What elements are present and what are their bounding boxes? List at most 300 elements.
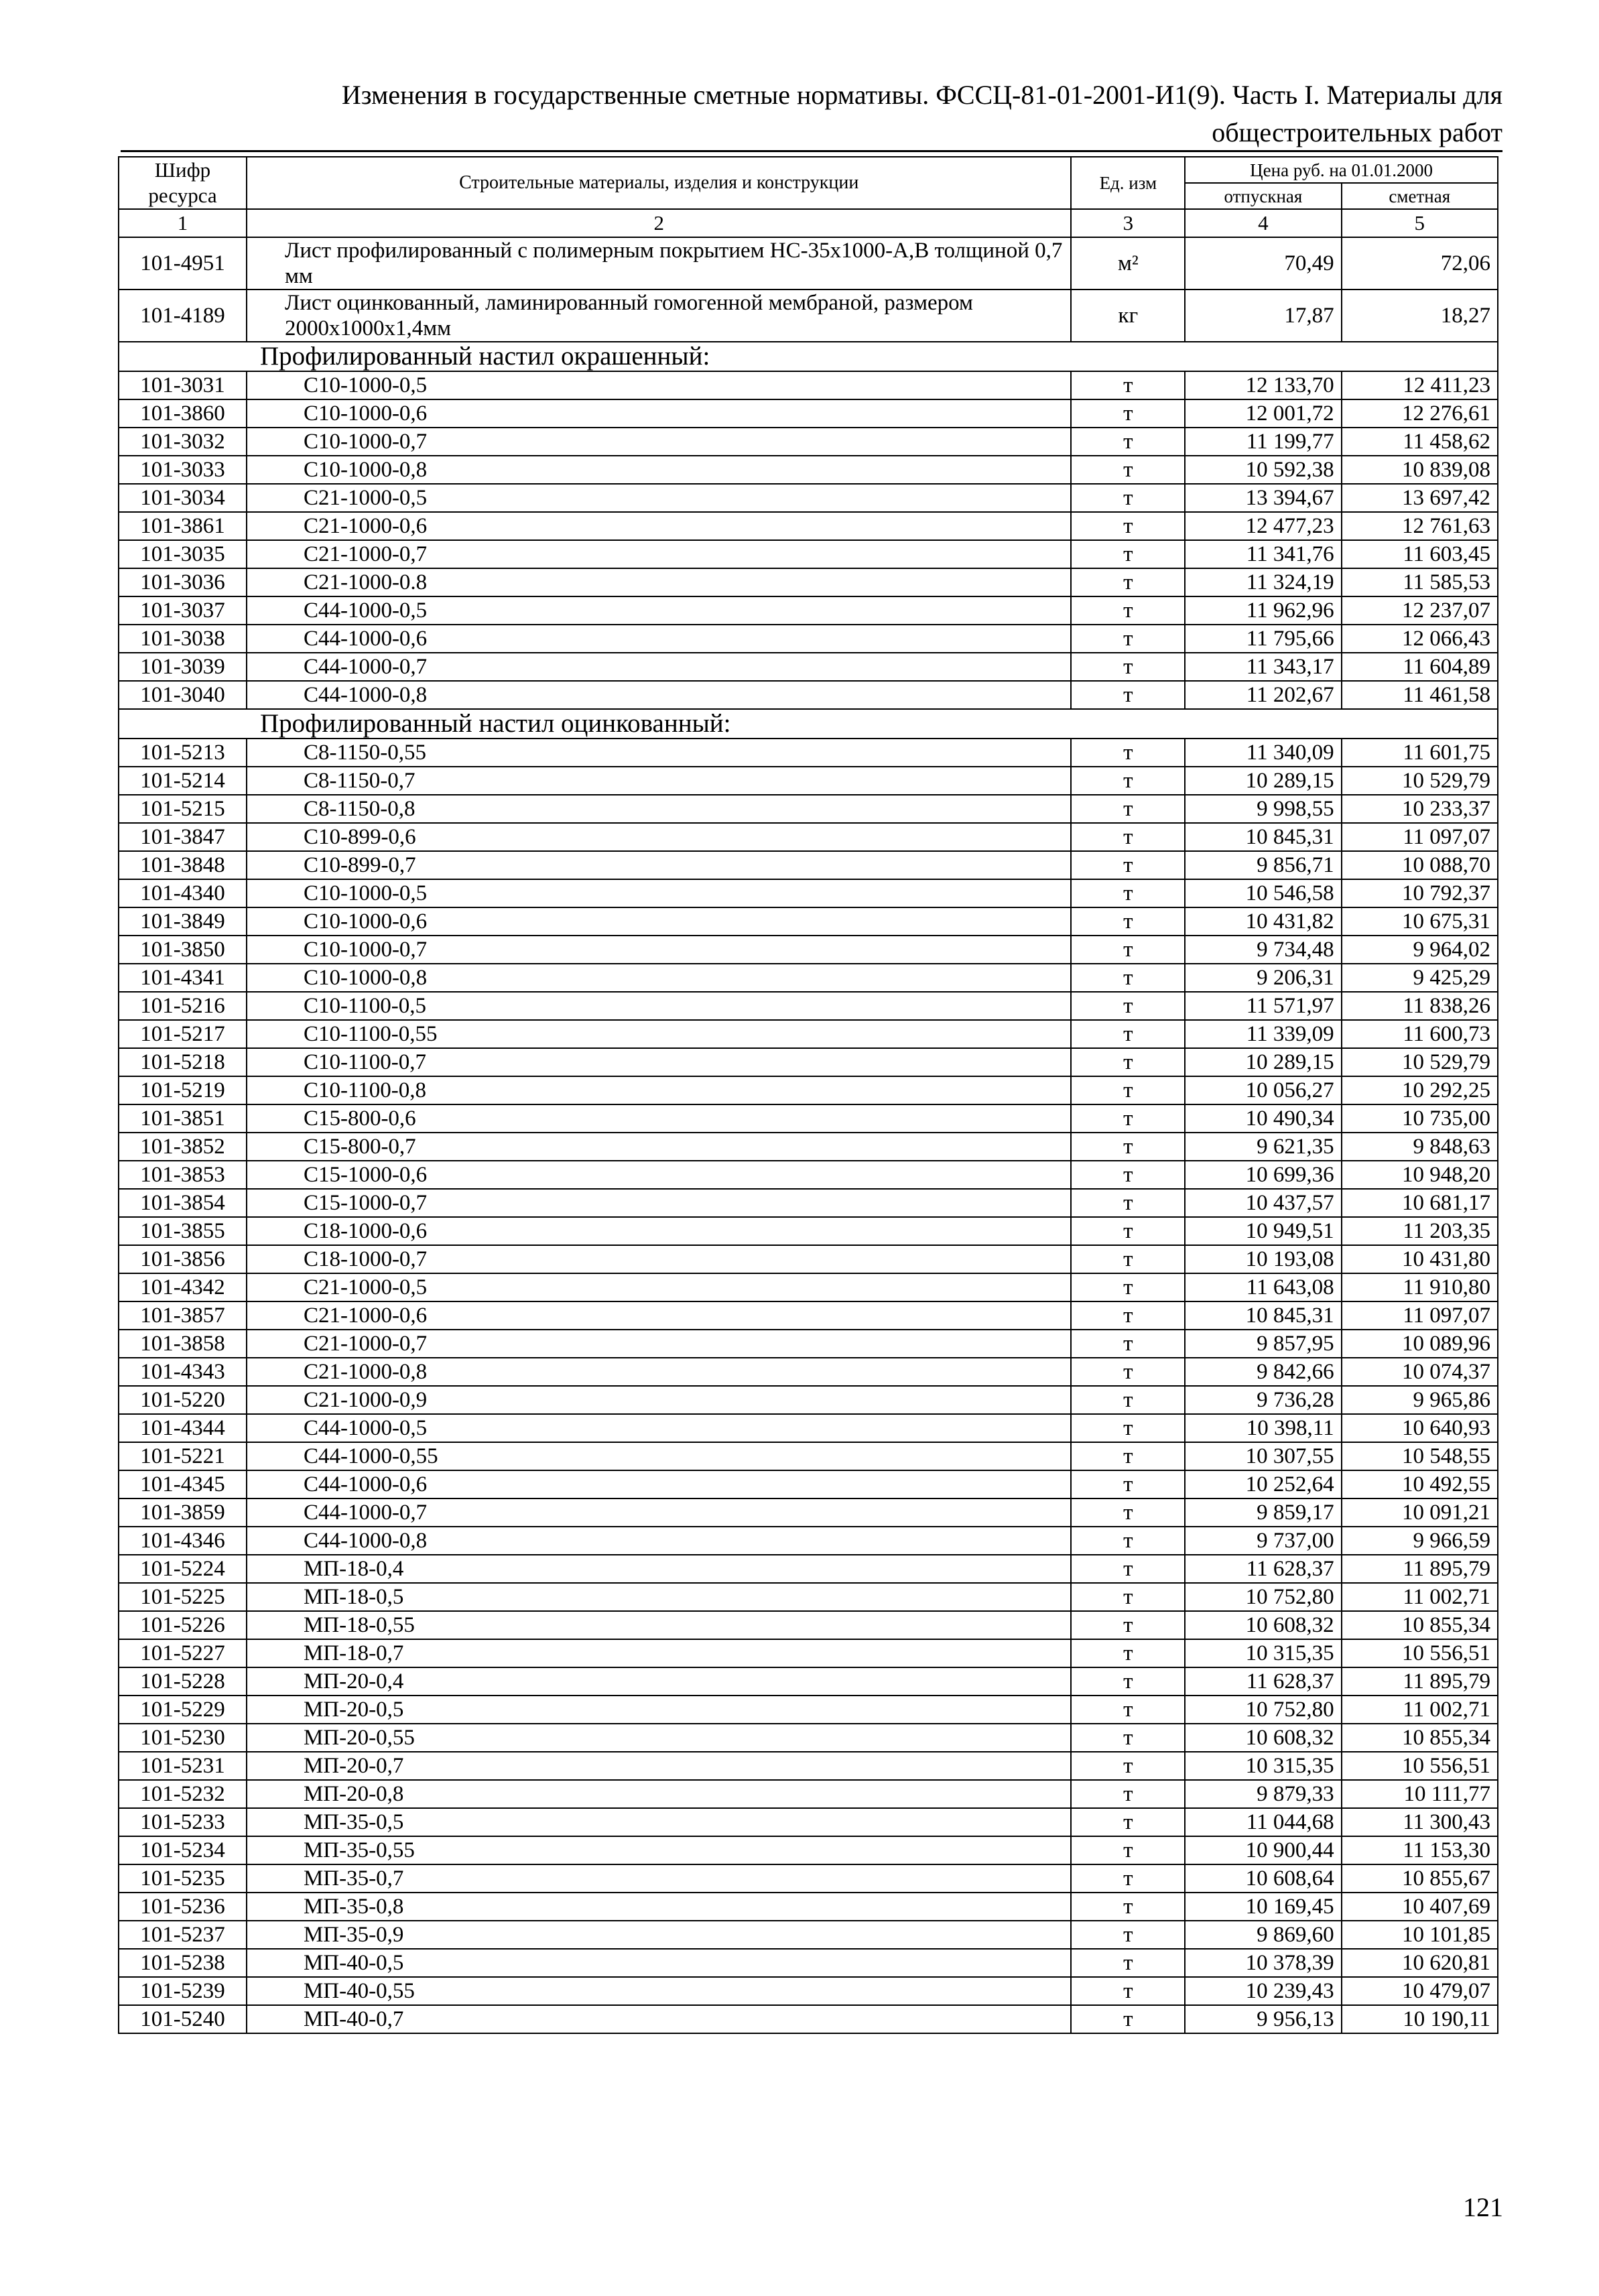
- table-row: [119, 907, 1498, 936]
- material-name: С10-1000-0,7: [247, 936, 1072, 964]
- estimate-price: 10 839,08: [1342, 456, 1498, 484]
- estimate-price: 10 529,79: [1342, 767, 1498, 795]
- estimate-price: 11 458,62: [1342, 428, 1498, 456]
- unit: т: [1071, 1273, 1185, 1301]
- material-name: С10-1000-0,7: [247, 428, 1072, 456]
- release-price: 9 856,71: [1185, 851, 1341, 879]
- estimate-price: 10 101,85: [1342, 1921, 1498, 1949]
- estimate-price: 11 002,71: [1342, 1583, 1498, 1611]
- section-title: Профилированный настил окрашенный:: [119, 342, 1498, 371]
- table-row: [119, 1498, 1498, 1527]
- section-heading-row: [119, 709, 1498, 739]
- estimate-price: 9 965,86: [1342, 1386, 1498, 1414]
- estimate-price: 11 097,07: [1342, 1301, 1498, 1330]
- material-name: С18-1000-0,6: [247, 1217, 1072, 1245]
- estimate-price: 12 761,63: [1342, 512, 1498, 540]
- release-price: 11 202,67: [1185, 681, 1341, 709]
- table-row: [119, 512, 1498, 540]
- release-price: 10 378,39: [1185, 1949, 1341, 1977]
- material-name: Лист профилированный с полимерным покрытием НС-35х1000-А,В толщиной 0,7 мм: [247, 237, 1072, 290]
- estimate-price: 11 601,75: [1342, 739, 1498, 767]
- header-unit: Ед. изм: [1071, 157, 1185, 209]
- table-row: [119, 739, 1498, 767]
- unit: т: [1071, 992, 1185, 1020]
- table-row: [119, 237, 1498, 290]
- material-name: МП-35-0,7: [247, 1864, 1072, 1893]
- table-header: [119, 157, 1498, 237]
- unit: т: [1071, 653, 1185, 681]
- release-price: 10 546,58: [1185, 879, 1341, 907]
- material-name: С21-1000-0,5: [247, 484, 1072, 512]
- unit: т: [1071, 1808, 1185, 1836]
- resource-code: 101-5231: [119, 1752, 247, 1780]
- resource-code: 101-3847: [119, 823, 247, 851]
- table-row: [119, 1977, 1498, 2005]
- unit: т: [1071, 1752, 1185, 1780]
- resource-code: 101-4951: [119, 237, 247, 290]
- table-row: [119, 1470, 1498, 1498]
- estimate-price: 11 603,45: [1342, 540, 1498, 568]
- estimate-price: 9 966,59: [1342, 1527, 1498, 1555]
- release-price: 11 795,66: [1185, 625, 1341, 653]
- table-row: [119, 1330, 1498, 1358]
- resource-code: 101-5227: [119, 1639, 247, 1667]
- unit: т: [1071, 512, 1185, 540]
- resource-code: 101-5220: [119, 1386, 247, 1414]
- estimate-price: 10 855,67: [1342, 1864, 1498, 1893]
- resource-code: 101-3034: [119, 484, 247, 512]
- unit: т: [1071, 1527, 1185, 1555]
- estimate-price: 10 479,07: [1342, 1977, 1498, 2005]
- unit: т: [1071, 1696, 1185, 1724]
- estimate-price: 11 910,80: [1342, 1273, 1498, 1301]
- resource-code: 101-5240: [119, 2005, 247, 2033]
- table-row: [119, 456, 1498, 484]
- table-body: [119, 237, 1498, 2033]
- resource-code: 101-3855: [119, 1217, 247, 1245]
- resource-code: 101-3037: [119, 596, 247, 625]
- table-row: [119, 1639, 1498, 1667]
- release-price: 12 001,72: [1185, 399, 1341, 428]
- estimate-price: 10 292,25: [1342, 1076, 1498, 1104]
- release-price: 10 239,43: [1185, 1977, 1341, 2005]
- table-row: [119, 681, 1498, 709]
- resource-code: 101-4189: [119, 290, 247, 342]
- unit: т: [1071, 1020, 1185, 1048]
- header-name: Строительные материалы, изделия и конструкции: [247, 157, 1072, 209]
- release-price: 10 608,32: [1185, 1724, 1341, 1752]
- resource-code: 101-3851: [119, 1104, 247, 1133]
- unit: т: [1071, 1414, 1185, 1442]
- resource-code: 101-3035: [119, 540, 247, 568]
- document-title: Изменения в государственные сметные нормативы. ФССЦ-81-01-2001-И1(9). Часть I. Материалы для: [341, 80, 1502, 110]
- unit: т: [1071, 1949, 1185, 1977]
- material-name: С44-1000-0,6: [247, 1470, 1072, 1498]
- release-price: 11 199,77: [1185, 428, 1341, 456]
- estimate-price: 11 153,30: [1342, 1836, 1498, 1864]
- unit: т: [1071, 739, 1185, 767]
- release-price: 10 752,80: [1185, 1696, 1341, 1724]
- table-row: [119, 1667, 1498, 1696]
- resource-code: 101-5232: [119, 1780, 247, 1808]
- resource-code: 101-5218: [119, 1048, 247, 1076]
- unit: т: [1071, 540, 1185, 568]
- resource-code: 101-3850: [119, 936, 247, 964]
- release-price: 11 044,68: [1185, 1808, 1341, 1836]
- material-name: С8-1150-0,8: [247, 795, 1072, 823]
- release-price: 10 608,32: [1185, 1611, 1341, 1639]
- unit: м²: [1071, 237, 1185, 290]
- release-price: 11 628,37: [1185, 1667, 1341, 1696]
- release-price: 10 752,80: [1185, 1583, 1341, 1611]
- table-row: [119, 823, 1498, 851]
- unit: т: [1071, 1864, 1185, 1893]
- material-name: МП-20-0,8: [247, 1780, 1072, 1808]
- material-name: С21-1000-0.8: [247, 568, 1072, 596]
- estimate-price: 10 556,51: [1342, 1639, 1498, 1667]
- material-name: МП-20-0,55: [247, 1724, 1072, 1752]
- estimate-price: 12 411,23: [1342, 371, 1498, 399]
- resource-code: 101-4344: [119, 1414, 247, 1442]
- table-row: [119, 1555, 1498, 1583]
- resource-code: 101-5234: [119, 1836, 247, 1864]
- material-name: С44-1000-0,7: [247, 653, 1072, 681]
- table-row: [119, 1864, 1498, 1893]
- material-name: С44-1000-0,7: [247, 1498, 1072, 1527]
- header-price: Цена руб. на 01.01.2000: [1185, 157, 1498, 183]
- release-price: 10 845,31: [1185, 823, 1341, 851]
- release-price: 9 842,66: [1185, 1358, 1341, 1386]
- release-price: 10 699,36: [1185, 1161, 1341, 1189]
- unit: т: [1071, 1893, 1185, 1921]
- unit: т: [1071, 1133, 1185, 1161]
- estimate-price: 11 002,71: [1342, 1696, 1498, 1724]
- material-name: С21-1000-0,9: [247, 1386, 1072, 1414]
- material-name: МП-20-0,5: [247, 1696, 1072, 1724]
- unit: т: [1071, 1724, 1185, 1752]
- unit: т: [1071, 1498, 1185, 1527]
- unit: т: [1071, 851, 1185, 879]
- estimate-price: 10 492,55: [1342, 1470, 1498, 1498]
- column-number: 4: [1185, 209, 1341, 237]
- estimate-price: 11 300,43: [1342, 1808, 1498, 1836]
- estimate-price: 10 431,80: [1342, 1245, 1498, 1273]
- material-name: МП-35-0,8: [247, 1893, 1072, 1921]
- table-row: [119, 1048, 1498, 1076]
- column-number: 3: [1071, 209, 1185, 237]
- column-number-row: [119, 209, 1498, 237]
- material-name: С10-1000-0,6: [247, 907, 1072, 936]
- resource-code: 101-5224: [119, 1555, 247, 1583]
- material-name: С10-1000-0,6: [247, 399, 1072, 428]
- estimate-price: 10 675,31: [1342, 907, 1498, 936]
- table-row: [119, 1217, 1498, 1245]
- material-name: С21-1000-0,7: [247, 1330, 1072, 1358]
- release-price: 13 394,67: [1185, 484, 1341, 512]
- release-price: 11 339,09: [1185, 1020, 1341, 1048]
- resource-code: 101-5213: [119, 739, 247, 767]
- estimate-price: 10 792,37: [1342, 879, 1498, 907]
- release-price: 10 252,64: [1185, 1470, 1341, 1498]
- release-price: 12 477,23: [1185, 512, 1341, 540]
- material-name: С10-1000-0,5: [247, 879, 1072, 907]
- unit: т: [1071, 428, 1185, 456]
- estimate-price: 11 585,53: [1342, 568, 1498, 596]
- estimate-price: 9 964,02: [1342, 936, 1498, 964]
- release-price: 9 621,35: [1185, 1133, 1341, 1161]
- table-row: [119, 1414, 1498, 1442]
- material-name: С10-899-0,7: [247, 851, 1072, 879]
- table-row: [119, 568, 1498, 596]
- header-code: Шифр ресурса: [119, 157, 247, 209]
- material-name: С15-800-0,6: [247, 1104, 1072, 1133]
- section-title: Профилированный настил оцинкованный:: [119, 709, 1498, 739]
- table-row: [119, 290, 1498, 342]
- estimate-price: 10 640,93: [1342, 1414, 1498, 1442]
- resource-code: 101-4343: [119, 1358, 247, 1386]
- estimate-price: 10 948,20: [1342, 1161, 1498, 1189]
- table-row: [119, 964, 1498, 992]
- table-row: [119, 1836, 1498, 1864]
- estimate-price: 10 735,00: [1342, 1104, 1498, 1133]
- table-row: [119, 596, 1498, 625]
- resource-code: 101-3854: [119, 1189, 247, 1217]
- estimate-price: 10 556,51: [1342, 1752, 1498, 1780]
- resource-code: 101-3040: [119, 681, 247, 709]
- material-name: МП-20-0,7: [247, 1752, 1072, 1780]
- resource-code: 101-3861: [119, 512, 247, 540]
- table-row: [119, 936, 1498, 964]
- estimate-price: 11 895,79: [1342, 1555, 1498, 1583]
- release-price: 70,49: [1185, 237, 1341, 290]
- release-price: 9 998,55: [1185, 795, 1341, 823]
- resource-code: 101-5233: [119, 1808, 247, 1836]
- resource-code: 101-3856: [119, 1245, 247, 1273]
- estimate-price: 11 838,26: [1342, 992, 1498, 1020]
- material-name: С10-1100-0,7: [247, 1048, 1072, 1076]
- column-number: 5: [1342, 209, 1498, 237]
- material-name: МП-40-0,7: [247, 2005, 1072, 2033]
- unit: т: [1071, 1301, 1185, 1330]
- unit: т: [1071, 1189, 1185, 1217]
- table-row: [119, 1696, 1498, 1724]
- material-name: С21-1000-0,6: [247, 512, 1072, 540]
- table-row: [119, 1752, 1498, 1780]
- unit: т: [1071, 964, 1185, 992]
- resource-code: 101-5236: [119, 1893, 247, 1921]
- unit: т: [1071, 1442, 1185, 1470]
- release-price: 10 900,44: [1185, 1836, 1341, 1864]
- material-name: С8-1150-0,55: [247, 739, 1072, 767]
- material-name: С15-1000-0,7: [247, 1189, 1072, 1217]
- table-row: [119, 1808, 1498, 1836]
- resource-code: 101-3032: [119, 428, 247, 456]
- table-row: [119, 484, 1498, 512]
- page-header: [121, 79, 1502, 153]
- estimate-price: 10 855,34: [1342, 1611, 1498, 1639]
- unit: кг: [1071, 290, 1185, 342]
- resource-code: 101-3031: [119, 371, 247, 399]
- table-row: [119, 1780, 1498, 1808]
- unit: т: [1071, 1048, 1185, 1076]
- column-number: 1: [119, 209, 247, 237]
- material-name: С10-1100-0,8: [247, 1076, 1072, 1104]
- resource-code: 101-5238: [119, 1949, 247, 1977]
- release-price: 9 206,31: [1185, 964, 1341, 992]
- unit: т: [1071, 795, 1185, 823]
- release-price: 11 324,19: [1185, 568, 1341, 596]
- unit: т: [1071, 936, 1185, 964]
- material-name: С10-1000-0,8: [247, 964, 1072, 992]
- release-price: 10 608,64: [1185, 1864, 1341, 1893]
- table-row: [119, 1527, 1498, 1555]
- resource-code: 101-3858: [119, 1330, 247, 1358]
- estimate-price: 10 681,17: [1342, 1189, 1498, 1217]
- resource-code: 101-3849: [119, 907, 247, 936]
- material-name: С10-1100-0,55: [247, 1020, 1072, 1048]
- release-price: 10 845,31: [1185, 1301, 1341, 1330]
- resource-code: 101-5217: [119, 1020, 247, 1048]
- page-number: 121: [1463, 2192, 1503, 2222]
- material-name: С44-1000-0,8: [247, 1527, 1072, 1555]
- table-row: [119, 992, 1498, 1020]
- material-name: МП-18-0,55: [247, 1611, 1072, 1639]
- unit: т: [1071, 1667, 1185, 1696]
- resource-code: 101-5221: [119, 1442, 247, 1470]
- unit: т: [1071, 484, 1185, 512]
- material-name: МП-35-0,5: [247, 1808, 1072, 1836]
- estimate-price: 10 529,79: [1342, 1048, 1498, 1076]
- release-price: 10 169,45: [1185, 1893, 1341, 1921]
- material-name: С10-899-0,6: [247, 823, 1072, 851]
- unit: т: [1071, 1330, 1185, 1358]
- material-name: С44-1000-0,6: [247, 625, 1072, 653]
- material-name: МП-18-0,4: [247, 1555, 1072, 1583]
- unit: т: [1071, 568, 1185, 596]
- material-name: С44-1000-0,8: [247, 681, 1072, 709]
- estimate-price: 10 190,11: [1342, 2005, 1498, 2033]
- estimate-price: 12 276,61: [1342, 399, 1498, 428]
- table-row: [119, 1189, 1498, 1217]
- table-row: [119, 767, 1498, 795]
- estimate-price: 10 074,37: [1342, 1358, 1498, 1386]
- unit: т: [1071, 1076, 1185, 1104]
- unit: т: [1071, 625, 1185, 653]
- table-row: [119, 1893, 1498, 1921]
- resource-code: 101-3036: [119, 568, 247, 596]
- unit: т: [1071, 767, 1185, 795]
- price-table: [118, 156, 1498, 2034]
- resource-code: 101-5235: [119, 1864, 247, 1893]
- material-name: С10-1100-0,5: [247, 992, 1072, 1020]
- resource-code: 101-5216: [119, 992, 247, 1020]
- release-price: 10 315,35: [1185, 1639, 1341, 1667]
- estimate-price: 9 848,63: [1342, 1133, 1498, 1161]
- unit: т: [1071, 1217, 1185, 1245]
- material-name: С10-1000-0,5: [247, 371, 1072, 399]
- table-row: [119, 653, 1498, 681]
- release-price: 10 289,15: [1185, 767, 1341, 795]
- material-name: С15-800-0,7: [247, 1133, 1072, 1161]
- release-price: 9 859,17: [1185, 1498, 1341, 1527]
- release-price: 11 643,08: [1185, 1273, 1341, 1301]
- unit: т: [1071, 1780, 1185, 1808]
- estimate-price: 11 600,73: [1342, 1020, 1498, 1048]
- resource-code: 101-3859: [119, 1498, 247, 1527]
- resource-code: 101-3039: [119, 653, 247, 681]
- unit: т: [1071, 1386, 1185, 1414]
- material-name: МП-35-0,55: [247, 1836, 1072, 1864]
- resource-code: 101-5237: [119, 1921, 247, 1949]
- estimate-price: 12 066,43: [1342, 625, 1498, 653]
- material-name: С21-1000-0,5: [247, 1273, 1072, 1301]
- estimate-price: 10 111,77: [1342, 1780, 1498, 1808]
- resource-code: 101-5228: [119, 1667, 247, 1696]
- table-row: [119, 1076, 1498, 1104]
- unit: т: [1071, 596, 1185, 625]
- resource-code: 101-5230: [119, 1724, 247, 1752]
- unit: т: [1071, 1836, 1185, 1864]
- table-row: [119, 1949, 1498, 1977]
- unit: т: [1071, 1977, 1185, 2005]
- estimate-price: 18,27: [1342, 290, 1498, 342]
- release-price: 10 398,11: [1185, 1414, 1341, 1442]
- unit: т: [1071, 1470, 1185, 1498]
- resource-code: 101-5226: [119, 1611, 247, 1639]
- resource-code: 101-4345: [119, 1470, 247, 1498]
- table-row: [119, 1583, 1498, 1611]
- estimate-price: 11 203,35: [1342, 1217, 1498, 1245]
- table-row: [119, 2005, 1498, 2033]
- unit: т: [1071, 1245, 1185, 1273]
- column-number: 2: [247, 209, 1072, 237]
- table-row: [119, 1442, 1498, 1470]
- header-estimate-price: сметная: [1342, 183, 1498, 209]
- estimate-price: 10 089,96: [1342, 1330, 1498, 1358]
- release-price: 9 734,48: [1185, 936, 1341, 964]
- material-name: МП-35-0,9: [247, 1921, 1072, 1949]
- unit: т: [1071, 399, 1185, 428]
- unit: т: [1071, 1921, 1185, 1949]
- unit: т: [1071, 879, 1185, 907]
- release-price: 9 737,00: [1185, 1527, 1341, 1555]
- material-name: МП-20-0,4: [247, 1667, 1072, 1696]
- table-row: [119, 1273, 1498, 1301]
- release-price: 10 315,35: [1185, 1752, 1341, 1780]
- resource-code: 101-3852: [119, 1133, 247, 1161]
- release-price: 11 343,17: [1185, 653, 1341, 681]
- estimate-price: 9 425,29: [1342, 964, 1498, 992]
- unit: т: [1071, 823, 1185, 851]
- release-price: 10 592,38: [1185, 456, 1341, 484]
- release-price: 10 437,57: [1185, 1189, 1341, 1217]
- estimate-price: 11 461,58: [1342, 681, 1498, 709]
- release-price: 9 956,13: [1185, 2005, 1341, 2033]
- table-row: [119, 1386, 1498, 1414]
- release-price: 10 307,55: [1185, 1442, 1341, 1470]
- table-row: [119, 851, 1498, 879]
- unit: т: [1071, 1104, 1185, 1133]
- material-name: МП-18-0,7: [247, 1639, 1072, 1667]
- resource-code: 101-4346: [119, 1527, 247, 1555]
- release-price: 17,87: [1185, 290, 1341, 342]
- release-price: 10 289,15: [1185, 1048, 1341, 1076]
- material-name: МП-40-0,55: [247, 1977, 1072, 2005]
- table-row: [119, 371, 1498, 399]
- table-row: [119, 1133, 1498, 1161]
- unit: т: [1071, 371, 1185, 399]
- material-name: С10-1000-0,8: [247, 456, 1072, 484]
